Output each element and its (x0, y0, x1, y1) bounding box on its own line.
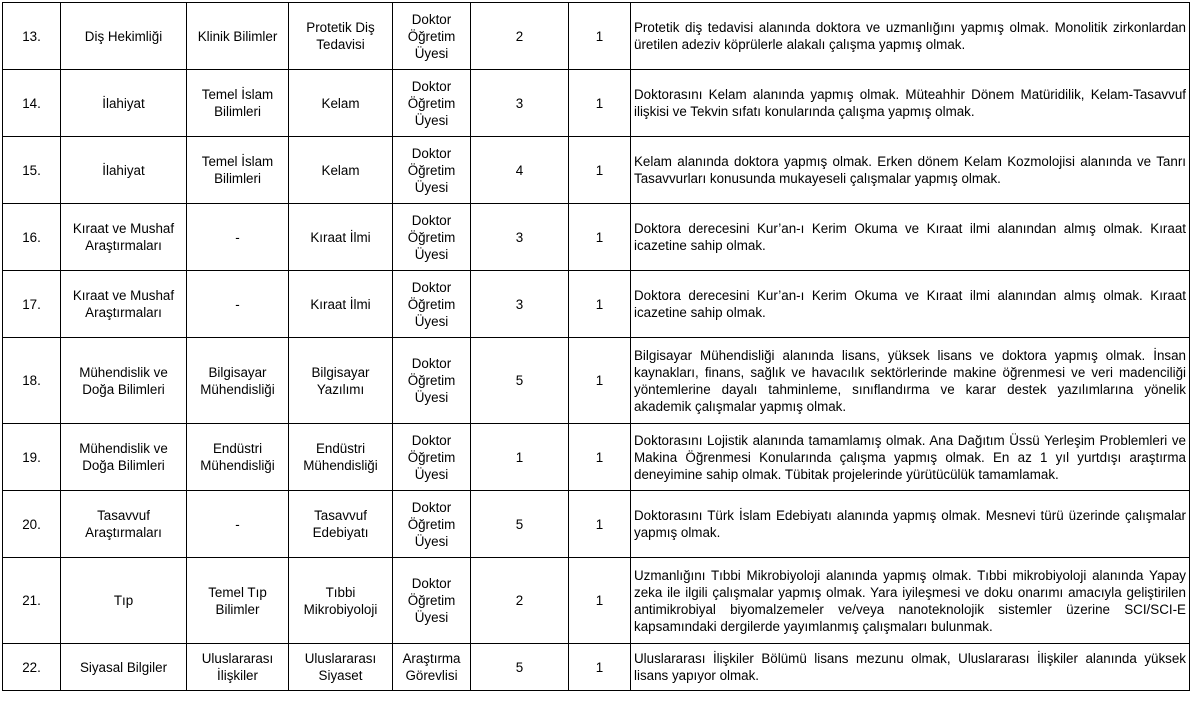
row-number: 15. (3, 137, 61, 204)
count-cell: 1 (569, 644, 631, 691)
department-cell: Endüstri Mühendisliği (187, 424, 289, 491)
field-cell: Kelam (289, 70, 393, 137)
row-number: 16. (3, 204, 61, 271)
field-cell: Endüstri Mühendisliği (289, 424, 393, 491)
requirement-cell: Doktorasını Türk İslam Edebiyatı alanında yapmış olmak. Mesnevi türü üzerinde çalışmalar yapmış olmak. (631, 491, 1190, 558)
program-cell: Siyasal Bilgiler (61, 644, 187, 691)
field-cell: Kıraat İlmi (289, 271, 393, 338)
title-cell: Doktor Öğretim Üyesi (393, 3, 471, 70)
degree-cell: 2 (471, 558, 569, 644)
program-cell: Kıraat ve Mushaf Araştırmaları (61, 204, 187, 271)
requirement-cell: Doktora derecesini Kur’an-ı Kerim Okuma ve Kıraat ilmi alanından almış olmak. Kıraat icazetine sahip olmak. (631, 271, 1190, 338)
degree-cell: 3 (471, 70, 569, 137)
title-cell: Doktor Öğretim Üyesi (393, 271, 471, 338)
positions-table (2, 2, 1190, 691)
department-cell: - (187, 491, 289, 558)
row-number: 14. (3, 70, 61, 137)
field-cell: Kelam (289, 137, 393, 204)
row-number: 20. (3, 491, 61, 558)
department-cell: Uluslararası İlişkiler (187, 644, 289, 691)
requirement-cell: Uzmanlığını Tıbbi Mikrobiyoloji alanında yapmış olmak. Tıbbi mikrobiyoloji alanında Yapay zeka ile ilgili çalışmalar yapmış olmak. Yara iyileşmesi ve doku onarımı amacıyla geliştirilen antimikrobiyal biyomalzemeler ve/veya nanoteknolojik sistemler üzerine SCI/SCI-E kapsamındaki dergilerde yayımlanmış çalışmaları bulunmak. (631, 558, 1190, 644)
count-cell: 1 (569, 3, 631, 70)
requirement-cell: Doktorasını Lojistik alanında tamamlamış olmak. Ana Dağıtım Üssü Yerleşim Problemleri ve Makina Öğrenmesi Konularında çalışma yapmış olmak. En az 1 yıl yurtdışı araştırma deneyimine sahip olmak. Tübitak projelerinde yürütücülük tamamlamak. (631, 424, 1190, 491)
field-cell: Tasavvuf Edebiyatı (289, 491, 393, 558)
table-row (3, 558, 1190, 644)
requirement-cell: Doktora derecesini Kur’an-ı Kerim Okuma ve Kıraat ilmi alanından almış olmak. Kıraat icazetine sahip olmak. (631, 204, 1190, 271)
degree-cell: 5 (471, 338, 569, 424)
field-cell: Protetik Diş Tedavisi (289, 3, 393, 70)
count-cell: 1 (569, 137, 631, 204)
count-cell: 1 (569, 491, 631, 558)
program-cell: İlahiyat (61, 70, 187, 137)
title-cell: Doktor Öğretim Üyesi (393, 424, 471, 491)
row-number: 13. (3, 3, 61, 70)
department-cell: Temel İslam Bilimleri (187, 70, 289, 137)
department-cell: - (187, 271, 289, 338)
table-row (3, 338, 1190, 424)
degree-cell: 2 (471, 3, 569, 70)
department-cell: Klinik Bilimler (187, 3, 289, 70)
degree-cell: 5 (471, 491, 569, 558)
department-cell: Bilgisayar Mühendisliği (187, 338, 289, 424)
title-cell: Doktor Öğretim Üyesi (393, 558, 471, 644)
count-cell: 1 (569, 424, 631, 491)
requirement-cell: Uluslararası İlişkiler Bölümü lisans mezunu olmak, Uluslararası İlişkiler alanında yüksek lisans yapıyor olmak. (631, 644, 1190, 691)
program-cell: İlahiyat (61, 137, 187, 204)
title-cell: Araştırma Görevlisi (393, 644, 471, 691)
degree-cell: 5 (471, 644, 569, 691)
field-cell: Uluslararası Siyaset (289, 644, 393, 691)
field-cell: Kıraat İlmi (289, 204, 393, 271)
title-cell: Doktor Öğretim Üyesi (393, 70, 471, 137)
row-number: 17. (3, 271, 61, 338)
title-cell: Doktor Öğretim Üyesi (393, 338, 471, 424)
title-cell: Doktor Öğretim Üyesi (393, 491, 471, 558)
table-row (3, 424, 1190, 491)
department-cell: Temel İslam Bilimleri (187, 137, 289, 204)
requirement-cell: Doktorasını Kelam alanında yapmış olmak. Müteahhir Dönem Matüridilik, Kelam-Tasavvuf ilişkisi ve Tekvin sıfatı konularında çalışma yapmış olmak. (631, 70, 1190, 137)
program-cell: Diş Hekimliği (61, 3, 187, 70)
program-cell: Mühendislik ve Doğa Bilimleri (61, 338, 187, 424)
table-row (3, 271, 1190, 338)
row-number: 22. (3, 644, 61, 691)
table-row (3, 70, 1190, 137)
table-row (3, 491, 1190, 558)
table-row (3, 137, 1190, 204)
degree-cell: 4 (471, 137, 569, 204)
row-number: 21. (3, 558, 61, 644)
department-cell: Temel Tıp Bilimler (187, 558, 289, 644)
count-cell: 1 (569, 558, 631, 644)
program-cell: Mühendislik ve Doğa Bilimleri (61, 424, 187, 491)
program-cell: Tıp (61, 558, 187, 644)
requirement-cell: Bilgisayar Mühendisliği alanında lisans, yüksek lisans ve doktora yapmış olmak. İnsan kaynakları, finans, sağlık ve havacılık sektörlerinde makine öğrenmesi ve veri madenciliği yöntemlerine dayalı tahminleme, sınıflandırma ve karar destek yazılımlarına yönelik akademik çalışmalar yapmış olmak. (631, 338, 1190, 424)
field-cell: Bilgisayar Yazılımı (289, 338, 393, 424)
table-row (3, 3, 1190, 70)
program-cell: Kıraat ve Mushaf Araştırmaları (61, 271, 187, 338)
department-cell: - (187, 204, 289, 271)
degree-cell: 3 (471, 271, 569, 338)
degree-cell: 3 (471, 204, 569, 271)
requirement-cell: Kelam alanında doktora yapmış olmak. Erken dönem Kelam Kozmolojisi alanında ve Tanrı Tasavvurları konusunda mukayeseli çalışmalar yapmış olmak. (631, 137, 1190, 204)
row-number: 18. (3, 338, 61, 424)
count-cell: 1 (569, 70, 631, 137)
title-cell: Doktor Öğretim Üyesi (393, 204, 471, 271)
count-cell: 1 (569, 271, 631, 338)
table-row (3, 644, 1190, 691)
program-cell: Tasavvuf Araştırmaları (61, 491, 187, 558)
count-cell: 1 (569, 204, 631, 271)
row-number: 19. (3, 424, 61, 491)
title-cell: Doktor Öğretim Üyesi (393, 137, 471, 204)
table-row (3, 204, 1190, 271)
count-cell: 1 (569, 338, 631, 424)
degree-cell: 1 (471, 424, 569, 491)
requirement-cell: Protetik diş tedavisi alanında doktora ve uzmanlığını yapmış olmak. Monolitik zirkonlardan üretilen adeziv köprülerle alakalı çalışma yapmış olmak. (631, 3, 1190, 70)
field-cell: Tıbbi Mikrobiyoloji (289, 558, 393, 644)
